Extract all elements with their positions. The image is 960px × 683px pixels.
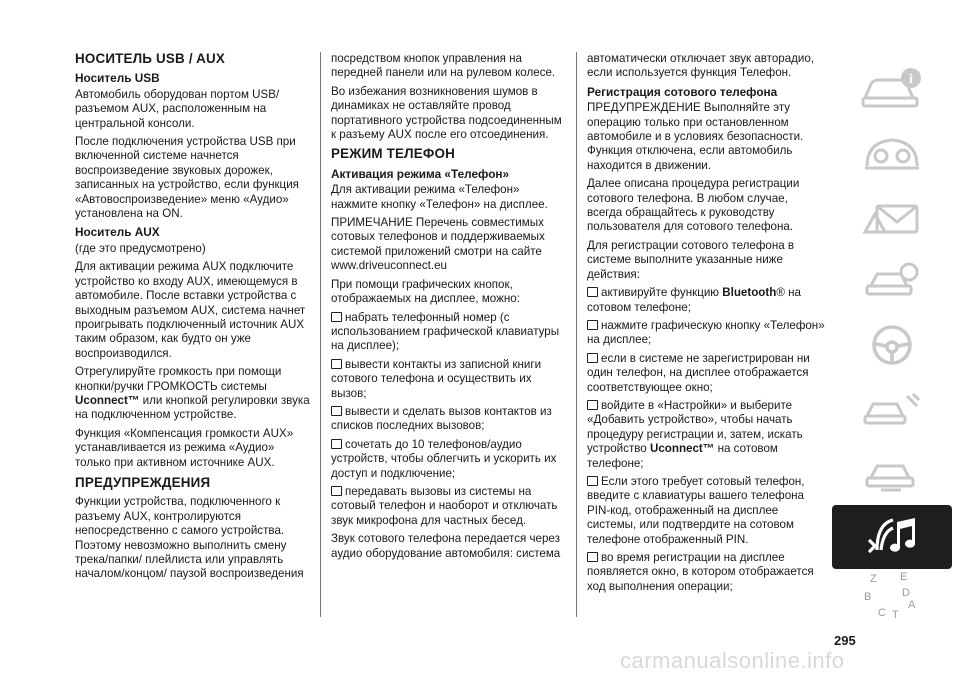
- heading-activate-phone: Активация режима «Телефон»: [331, 166, 510, 181]
- checkbox-icon: [587, 476, 598, 486]
- text: Отрегулируйте громкость при помощи кнопки/ручки ГРОМКОСТЬ системы: [75, 365, 282, 393]
- column-divider: [320, 52, 321, 617]
- list-item: [587, 551, 825, 594]
- brand-text: Uconnect™: [649, 442, 715, 456]
- column-divider: [576, 52, 577, 617]
- list-item: [331, 485, 569, 528]
- index-letter: Z: [870, 573, 877, 585]
- section-title-phone: РЕЖИМ ТЕЛЕФОН: [331, 146, 456, 162]
- section-title-usb-aux: НОСИТЕЛЬ USB / AUX: [75, 51, 226, 66]
- brand-text: Bluetooth: [722, 286, 777, 300]
- checkbox-icon: [587, 353, 598, 363]
- text: или кнопкой регулировки звука на подключенном устройстве.: [75, 393, 310, 422]
- list-item: [331, 438, 569, 481]
- multimedia-icon[interactable]: [832, 505, 952, 569]
- paragraph: Автомобиль оборудован портом USB/разъемом AUX, расположенным на центральной консоли.: [75, 87, 280, 130]
- warning-paragraph: ПРЕДУПРЕЖДЕНИЕ Выполняйте эту операцию только при остановленном автомобиле и в условиях безопасности. Функция отключена, если автомобиль находится в движении.: [587, 101, 804, 172]
- checkbox-icon: [331, 359, 342, 369]
- checkbox-icon: [587, 320, 598, 330]
- paragraph: Далее описана процедура регистрации сотового телефона. В любом случае, всегда обращайтесь к руководству пользователя для сотового телефона.: [587, 177, 800, 234]
- list-item: [331, 311, 569, 354]
- list-item: [587, 319, 825, 348]
- checkbox-icon: [331, 406, 342, 416]
- heading-usb: Носитель USB: [75, 71, 160, 86]
- column-1: [75, 52, 313, 586]
- index-letter: T: [892, 609, 899, 621]
- checkbox-icon: [331, 312, 342, 322]
- index-letter: D: [902, 587, 910, 599]
- heading-aux: Носитель AUX: [75, 225, 160, 240]
- list-item-text: если в системе не зарегистрирован ни один телефон, на дисплее отображается соответствующее окно;: [587, 351, 810, 394]
- steering-wheel-icon[interactable]: [832, 313, 952, 377]
- list-item-text: нажмите графическую кнопку «Телефон» на дисплее;: [587, 318, 825, 347]
- heading-register-phone: Регистрация сотового телефона: [587, 84, 778, 99]
- text: активируйте функцию: [601, 286, 723, 300]
- car-tools-icon[interactable]: [832, 377, 952, 441]
- checkbox-icon: [331, 486, 342, 496]
- list-item: [331, 405, 569, 434]
- paragraph: Функции устройства, подключенного к разъему AUX, контролируются непосредственно с самого устройства. Поэтому невозможно выполнить смену трека/папки/ плейлиста или управлять началом/концом/ паузой воспроизведения: [75, 495, 304, 581]
- car-info-icon[interactable]: [832, 57, 952, 121]
- paragraph: После подключения устройства USB при включенной системе начнется воспроизведение звуковых дорожек, записанных на устройство, если функция «Автовоспроизведение» меню «Аудио» установлена на ON.: [75, 135, 299, 221]
- list-item-text: во время регистрации на дисплее появляется окно, в котором отображается ход выполнения операции;: [587, 551, 814, 593]
- chapter-sidebar: [832, 57, 952, 633]
- paragraph: Для активации режима AUX подключите устройство ко входу AUX, имеющемуся в автомобиле. После вставки устройства с выходным разъемом AUX, система начнет проигрывать подключенный источник AUX таким образом, как будто он уже воспроизводился.: [75, 260, 306, 360]
- car-safety-icon[interactable]: [832, 249, 952, 313]
- paragraph: автоматически отключает звук авторадио, если используется функция Телефон.: [587, 52, 815, 80]
- paragraph: посредством кнопок управления на передней панели или на рулевом колесе.: [331, 52, 556, 80]
- section-title-warnings: ПРЕДУПРЕЖДЕНИЯ: [75, 474, 211, 490]
- text: ® на сотовом телефоне;: [587, 286, 801, 314]
- page-number: 295: [834, 633, 856, 648]
- brand-text: Uconnect™: [75, 393, 140, 407]
- column-2: [331, 52, 569, 565]
- list-item-text: набрать телефонный номер (с использованием графической клавиатуры на дисплее);: [331, 310, 560, 353]
- envelope-warning-icon[interactable]: [832, 185, 952, 249]
- note-paragraph: ПРИМЕЧАНИЕ Перечень совместимых сотовых телефонов и поддерживаемых системой приложений смотри на сайте www.driveuconnect.eu: [331, 216, 545, 273]
- car-dashboard-icon[interactable]: [832, 121, 952, 185]
- car-spec-icon[interactable]: [832, 441, 952, 505]
- alphabet-index-icon[interactable]: [832, 569, 952, 633]
- list-item-text: Если этого требует сотовый телефон, введите с клавиатуры вашего телефона PIN-код, отображенный на дисплее системы, или подтвердите на сотовом телефоне отображенный PIN.: [587, 474, 805, 546]
- checkbox-icon: [587, 400, 598, 410]
- index-letter: B: [864, 591, 872, 603]
- watermark-footer: carmanualsonline.info: [620, 648, 845, 673]
- index-letter: E: [900, 571, 908, 583]
- list-item: [587, 286, 825, 315]
- paragraph: Во избежания возникновения шумов в динамиках не оставляйте провод портативного устройства подсоединенным к разъему AUX после его отсоединения.: [331, 84, 562, 142]
- index-letter: C: [878, 607, 886, 619]
- paragraph: Функция «Компенсация громкости AUX» устанавливается из режима «Аудио» только при активном источнике AUX.: [75, 426, 294, 469]
- list-item-text: вывести и сделать вызов контактов из списков последних вызовов;: [331, 404, 552, 433]
- text: войдите в «Настройки» и выберите «Добавить устройство», чтобы начать процедуру регистрации и, затем, искать устройство: [587, 398, 803, 456]
- list-item: [587, 352, 825, 395]
- paragraph: Для регистрации сотового телефона в системе выполните указанные ниже действия:: [587, 238, 795, 281]
- checkbox-icon: [331, 439, 342, 449]
- list-item-text: сочетать до 10 телефонов/аудио устройств, чтобы облегчить и ускорить их доступ и подключение;: [331, 437, 557, 480]
- list-item: [587, 475, 825, 547]
- paragraph: Для активации режима «Телефон» нажмите кнопку «Телефон» на дисплее.: [331, 183, 548, 211]
- column-3: [587, 52, 825, 598]
- list-item-text: передавать вызовы из системы на сотовый телефон и наоборот и отключать звук микрофона для частных бесед.: [331, 484, 558, 527]
- checkbox-icon: [587, 287, 598, 297]
- paragraph: При помощи графических кнопок, отображаемых на дисплее, можно:: [331, 277, 520, 306]
- paragraph-volume: [75, 365, 313, 423]
- list-item: [587, 399, 825, 471]
- paragraph: Звук сотового телефона передается через аудио оборудование автомобиля: система: [331, 532, 561, 560]
- text: на сотовом телефоне;: [587, 442, 778, 470]
- index-letter: A: [908, 599, 916, 611]
- list-item-text: вывести контакты из записной книги сотового телефона и осуществить их вызов;: [331, 357, 542, 400]
- svg-text:i: i: [909, 72, 913, 87]
- checkbox-icon: [587, 552, 598, 562]
- list-item: [331, 358, 569, 401]
- paragraph: (где это предусмотрено): [75, 241, 206, 255]
